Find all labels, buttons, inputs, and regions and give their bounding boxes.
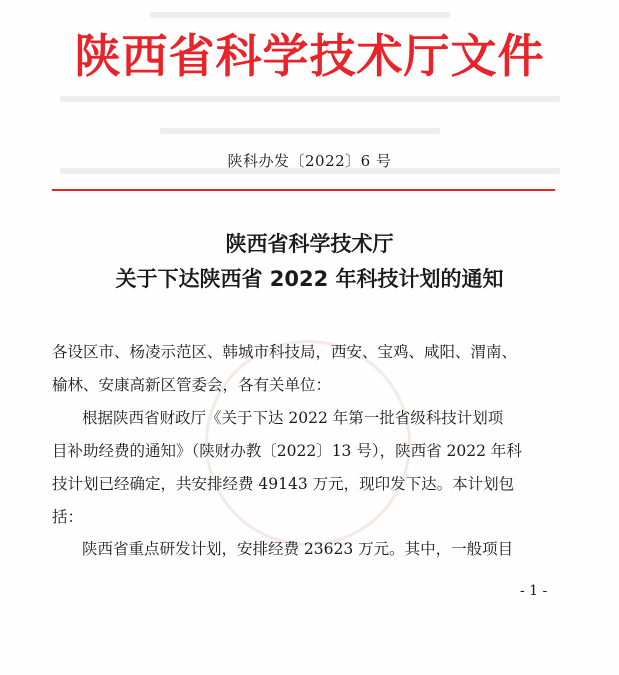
- body-line: 陕西省重点研发计划，安排经费 23623 万元。其中，一般项目: [82, 540, 514, 558]
- notice-title-line-2: 关于下达陕西省 2022 年科技计划的通知: [115, 267, 504, 291]
- notice-title-line-1: 陕西省科学技术厅: [225, 232, 394, 256]
- document-number: 陕科办发〔2022〕6 号: [227, 152, 392, 170]
- document-header-title: 陕西省科学技术厅文件: [74, 29, 545, 83]
- bleed-through-mark: [60, 96, 560, 102]
- body-line: 榆林、安康高新区管委会，各有关单位：: [52, 376, 332, 394]
- page-number: - 1 -: [520, 583, 548, 599]
- body-line: 技计划已经确定，共安排经费 49143 万元，现印发下达。本计划包: [52, 475, 515, 493]
- red-separator-line: [52, 189, 555, 191]
- bleed-through-mark: [160, 128, 440, 134]
- body-line: 目补助经费的通知》（陕财办教〔2022〕13 号），陕西省 2022 年科: [52, 442, 522, 460]
- bleed-through-mark: [150, 12, 450, 18]
- body-line: 括：: [52, 508, 84, 526]
- body-line: 各设区市、杨凌示范区、韩城市科技局，西安、宝鸡、咸阳、渭南、: [52, 343, 518, 361]
- body-line: 根据陕西省财政厅《关于下达 2022 年第一批省级科技计划项: [82, 409, 504, 427]
